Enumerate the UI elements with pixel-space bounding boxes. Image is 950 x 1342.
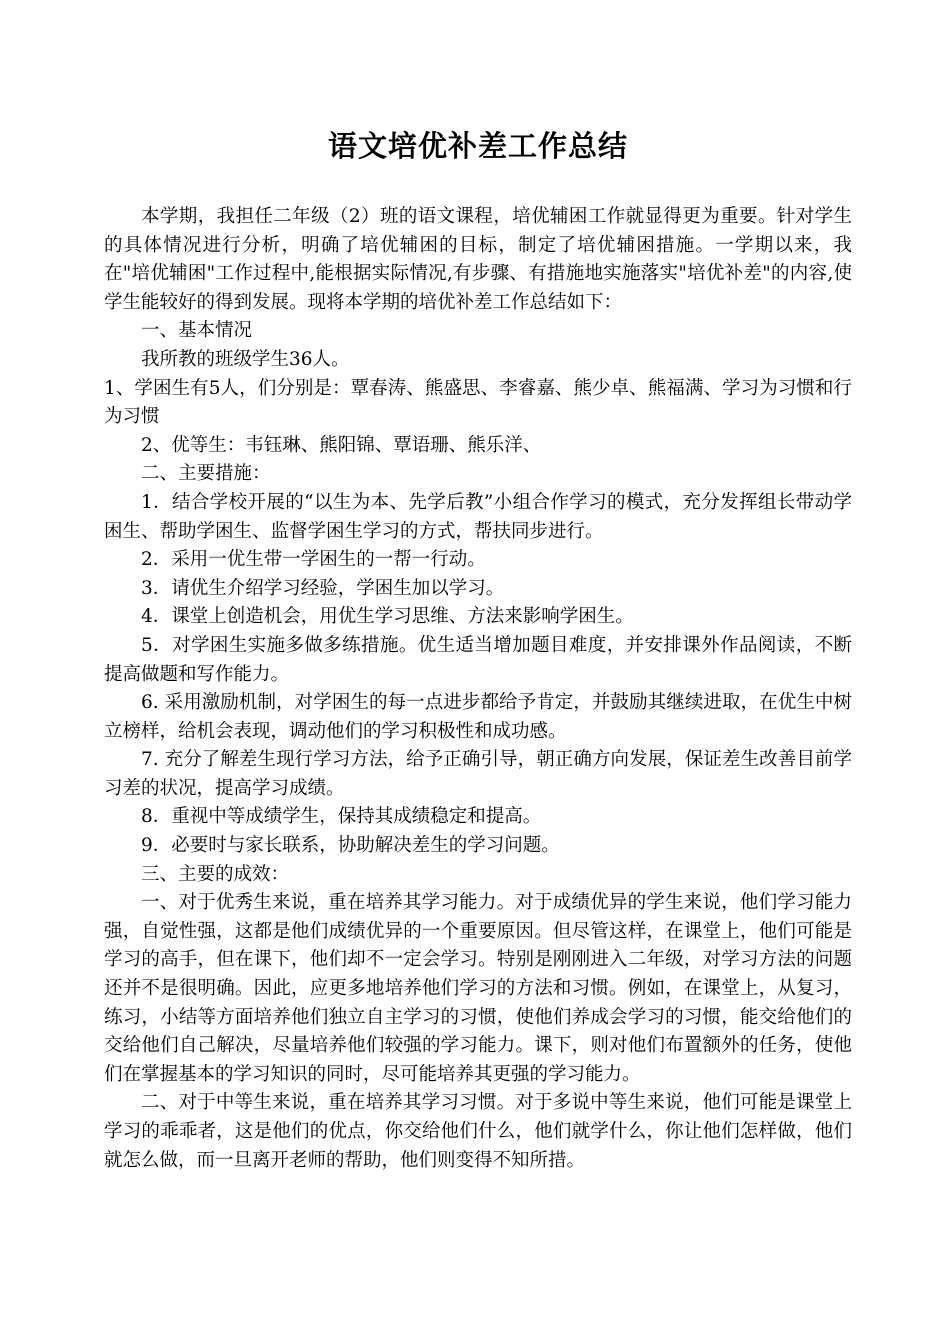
struggling-students-line: 1、学困生有5人，们分别是：覃春涛、熊盛思、李睿嘉、熊少卓、熊福满、学习为习惯和行为习惯 <box>104 377 852 428</box>
measure-item-3: 3．请优生介绍学习经验，学困生加以学习。 <box>141 577 505 599</box>
measure-item-1: 1．结合学校开展的“以生为本、先学后教”小组合作学习的模式，充分发挥组长带动学困生、帮助学困生、监督学困生学习的方式，帮扶同步进行。 <box>104 491 852 542</box>
measure-item-8: 8．重视中等成绩学生，保持其成绩稳定和提高。 <box>141 806 542 828</box>
section-heading-measures: 二、主要措施： <box>141 463 271 485</box>
measure-item-2: 2．采用一优生带一学困生的一帮一行动。 <box>141 549 486 571</box>
results-excellent-students: 一、对于优秀生来说，重在培养其学习能力。对于成绩优异的学生来说，他们学习能力强，自觉性强，这都是他们成绩优异的一个重要原因。但尽管这样，在课堂上，他们可能是学习的高手，但在课下，他们却不一定会学习。特别是刚刚进入二年级，对学习方法的问题还并不是很明确。因此，应更多地培养他们学习的方法和习惯。例如，在课堂上，从复习，练习，小结等方面培养他们独立自主学习的习惯，使他们养成会学习的习惯，能交给他们的交给他们自己解决，尽量培养他们较强的学习能力。课下，则对他们布置额外的任务，使他们在掌握基本的学习知识的同时，尽可能培养其更强的学习能力。 <box>104 892 852 1085</box>
class-size-line: 我所教的班级学生36人。 <box>141 348 350 370</box>
measure-item-4: 4．课堂上创造机会，用优生学习思维、方法来影响学困生。 <box>141 606 634 628</box>
document-body <box>104 203 852 1175</box>
measure-item-9: 9．必要时与家长联系，协助解决差生的学习问题。 <box>141 835 560 857</box>
results-middle-students: 二、对于中等生来说，重在培养其学习习惯。对于多说中等生来说，他们可能是课堂上学习的乖乖者，这是他们的优点，你交给他们什么，他们就学什么，你让他们怎样做，他们就怎么做，而一旦离开老师的帮助，他们则变得不知所措。 <box>104 1092 852 1171</box>
top-students-line: 2、优等生：韦钰琳、熊阳锦、覃语珊、熊乐洋、 <box>141 434 542 456</box>
document-title: 语文培优补差工作总结 <box>327 129 628 163</box>
measure-item-6: 6. 采用激励机制，对学困生的每一点进步都给予肯定，并鼓励其继续进取，在优生中树立榜样，给机会表现，调动他们的学习积极性和成功感。 <box>104 692 852 742</box>
measure-item-7: 7. 充分了解差生现行学习方法，给予正确引导，朝正确方向发展，保证差生改善目前学习差的状况，提高学习成绩。 <box>104 749 852 799</box>
section-heading-basic: 一、基本情况 <box>141 320 253 342</box>
intro-paragraph: 本学期，我担任二年级（2）班的语文课程，培优辅困工作就显得更为重要。针对学生的具体情况进行分析，明确了培优辅困的目标，制定了培优辅困措施。一学期以来，我在"培优辅困"工作过程中,能根据实际情况,有步骤、有措施地实施落实"培优补差"的内容,使学生能较好的得到发展。现将本学期的培优补差工作总结如下： <box>104 206 852 313</box>
measure-item-5: 5．对学困生实施多做多练措施。优生适当增加题目难度，并安排课外作品阅读，不断提高做题和写作能力。 <box>104 634 852 685</box>
section-heading-results: 三、主要的成效： <box>141 863 290 885</box>
